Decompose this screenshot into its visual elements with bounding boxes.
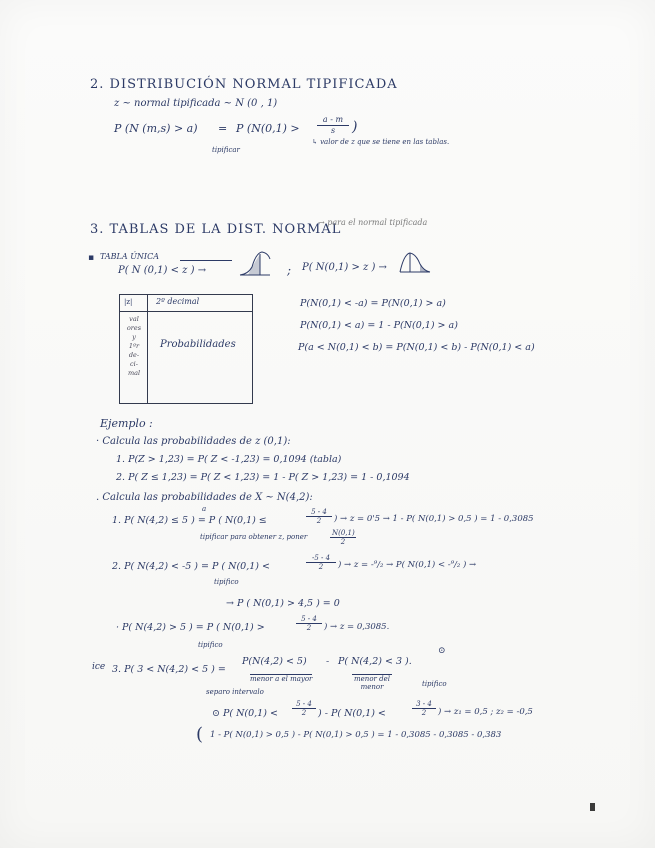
rule-2: P(N(0,1) < a) = 1 - P(N(0,1) > a) [300, 320, 458, 331]
fraction-denominator: s [330, 125, 336, 135]
fraction-denominator: 2 [306, 624, 312, 633]
ejemplo-item-1a: 1. P(Z > 1,23) = P( Z < -1,23) = 0,1094 (tabla) [116, 454, 342, 465]
tabla-arrow-line [180, 260, 232, 261]
col-text: val [129, 315, 139, 323]
ex2-tipifico: tipifico [214, 578, 239, 586]
section-2-line2-mid: P (N(0,1) > [236, 122, 300, 135]
section-2-line1: z ~ normal tipificada ~ N (0 , 1) [114, 98, 278, 109]
ejemplo-item-1: · Calcula las probabilidades de z (0,1): [96, 436, 291, 447]
fraction-numerator: 5 - 4 [292, 700, 316, 709]
ex4-circle-mark: ⊙ [438, 646, 446, 656]
ex4-line3: 1 - P( N(0,1) > 0,5 ) - P( N(0,1) > 0,5 ) = 1 - 0,3085 - 0,3085 - 0,383 [210, 730, 502, 740]
fraction-denominator: 2 [421, 709, 427, 718]
ex1-left: 1. P( N(4,2) ≤ 5 ) = P ( N(0,1) ≤ [112, 515, 267, 526]
ex3-right: ) → z = 0,3085. [324, 622, 390, 632]
ex1-fraction [306, 508, 332, 526]
fraction-numerator: 5 - 4 [296, 615, 322, 624]
table-corner: |z| [124, 298, 133, 306]
table-first-column [123, 315, 145, 378]
ex2-right: ) → z = -⁹/₂ → P( N(0,1) < -⁹/₂ ) → [338, 560, 477, 570]
separator-semicolon: ; [287, 263, 292, 277]
fraction-denominator: 2 [316, 517, 322, 526]
ex4-line2-left: ⊙ P( N(0,1) < [212, 708, 278, 719]
ex4-a: P(N(4,2) < 5) [242, 656, 307, 667]
normal-curve-right-icon [398, 250, 432, 276]
expression-right: P( N(0,1) > z ) → [302, 262, 387, 273]
ejemplo-item-2: . Calcula las probabilidades de X ~ N(4,2): [96, 492, 313, 503]
col-text: de- [128, 351, 140, 359]
section-2-line2-close: ) [352, 119, 358, 135]
fraction-numerator: 3 - 4 [412, 700, 436, 709]
section-2-fraction [317, 115, 349, 135]
ex4-b-note: menor del menor [352, 674, 392, 692]
ex4-separo: separo intervalo [206, 688, 264, 696]
fraction-denominator: 2 [340, 538, 346, 547]
bullet-icon: ▪ [88, 253, 95, 263]
ex4-a-note: menor a el mayor [250, 675, 313, 683]
col-text: y [132, 333, 136, 341]
ex1-note-fraction [330, 529, 356, 547]
ex1-note: tipificar para obtener z, poner [200, 533, 308, 541]
section-3-title: 3. TABLAS DE LA DIST. NORMAL [90, 222, 342, 237]
fraction-numerator: 5 - 4 [306, 508, 332, 517]
rule-3: P(a < N(0,1) < b) = P(N(0,1) < b) - P(N(0,1) < a) [298, 342, 535, 353]
fraction-numerator: a - m [317, 115, 349, 126]
fraction-numerator: -5 - 4 [306, 554, 336, 563]
ejemplo-title: Ejemplo : [100, 417, 153, 430]
section-2-title: 2. DISTRIBUCIÓN NORMAL TIPIFICADA [90, 77, 398, 92]
table-body-text: Probabilidades [160, 339, 236, 350]
ex1-right: ) → z = 0'5 → 1 - P( N(0,1) > 0,5 ) = 1 - 0,3085 [334, 514, 534, 524]
ex2-fraction [306, 554, 336, 572]
rule-1: P(N(0,1) < -a) = P(N(0,1) > a) [300, 298, 446, 309]
table-header-divider [120, 311, 252, 312]
ex4-minus: - [326, 656, 330, 667]
table-header: 2º decimal [156, 297, 200, 306]
page-corner-mark [590, 803, 595, 811]
col-text: ci- [130, 360, 138, 368]
col-text: ores [126, 324, 142, 332]
ex4-line2-fraction-2 [412, 700, 436, 718]
ex4-line2-right: ) → z₁ = 0,5 ; z₂ = -0,5 [438, 707, 533, 717]
ex4-tipifico: tipifico [422, 680, 447, 688]
ex1-mark: a [202, 505, 207, 513]
ex3-left: · P( N(4,2) > 5 ) = P ( N(0,1) > [116, 622, 265, 633]
tabla-unica-label: TABLA ÚNICA [100, 252, 159, 261]
section-2-note: ↳ valor de z que se tiene en las tablas. [312, 138, 450, 146]
ex4-line2-mid: ) - P( N(0,1) < [318, 708, 386, 719]
normal-table-diagram [119, 294, 253, 404]
section-2-line2-left: P (N (m,s) > a) [114, 122, 198, 135]
col-text: 1ºr [128, 342, 140, 350]
section-2-line2-eq: = [218, 122, 228, 135]
tabla-expression: P( N (0,1) < z ) → [118, 265, 207, 276]
ex4-b: P( N(4,2) < 3 ). [338, 656, 412, 667]
ex3-tipifico: tipifico [198, 641, 223, 649]
normal-curve-left-icon [238, 249, 272, 277]
fraction-denominator: 2 [318, 563, 324, 572]
section-3-title-note: → para el normal tipificada [318, 218, 428, 227]
ex4-left: 3. P( 3 < N(4,2) < 5 ) = [112, 664, 226, 675]
ex2-line2: → P ( N(0,1) > 4,5 ) = 0 [226, 598, 340, 609]
ex4-line3-bracket: ( [196, 724, 204, 745]
ex4-line2-fraction-1 [292, 700, 316, 718]
col-text: mal [127, 369, 141, 377]
ejemplo-item-1b: 2. P( Z ≤ 1,23) = P( Z < 1,23) = 1 - P( Z > 1,23) = 1 - 0,1094 [116, 472, 410, 483]
ex3-fraction [296, 615, 322, 633]
ex2-left: 2. P( N(4,2) < -5 ) = P ( N(0,1) < [112, 561, 270, 572]
table-column-divider [147, 295, 148, 403]
ex4-mark: ice [92, 662, 106, 672]
fraction-denominator: 2 [301, 709, 307, 718]
fraction-numerator: N(0,1) [332, 529, 355, 537]
tipificar-label: tipificar [212, 146, 240, 154]
